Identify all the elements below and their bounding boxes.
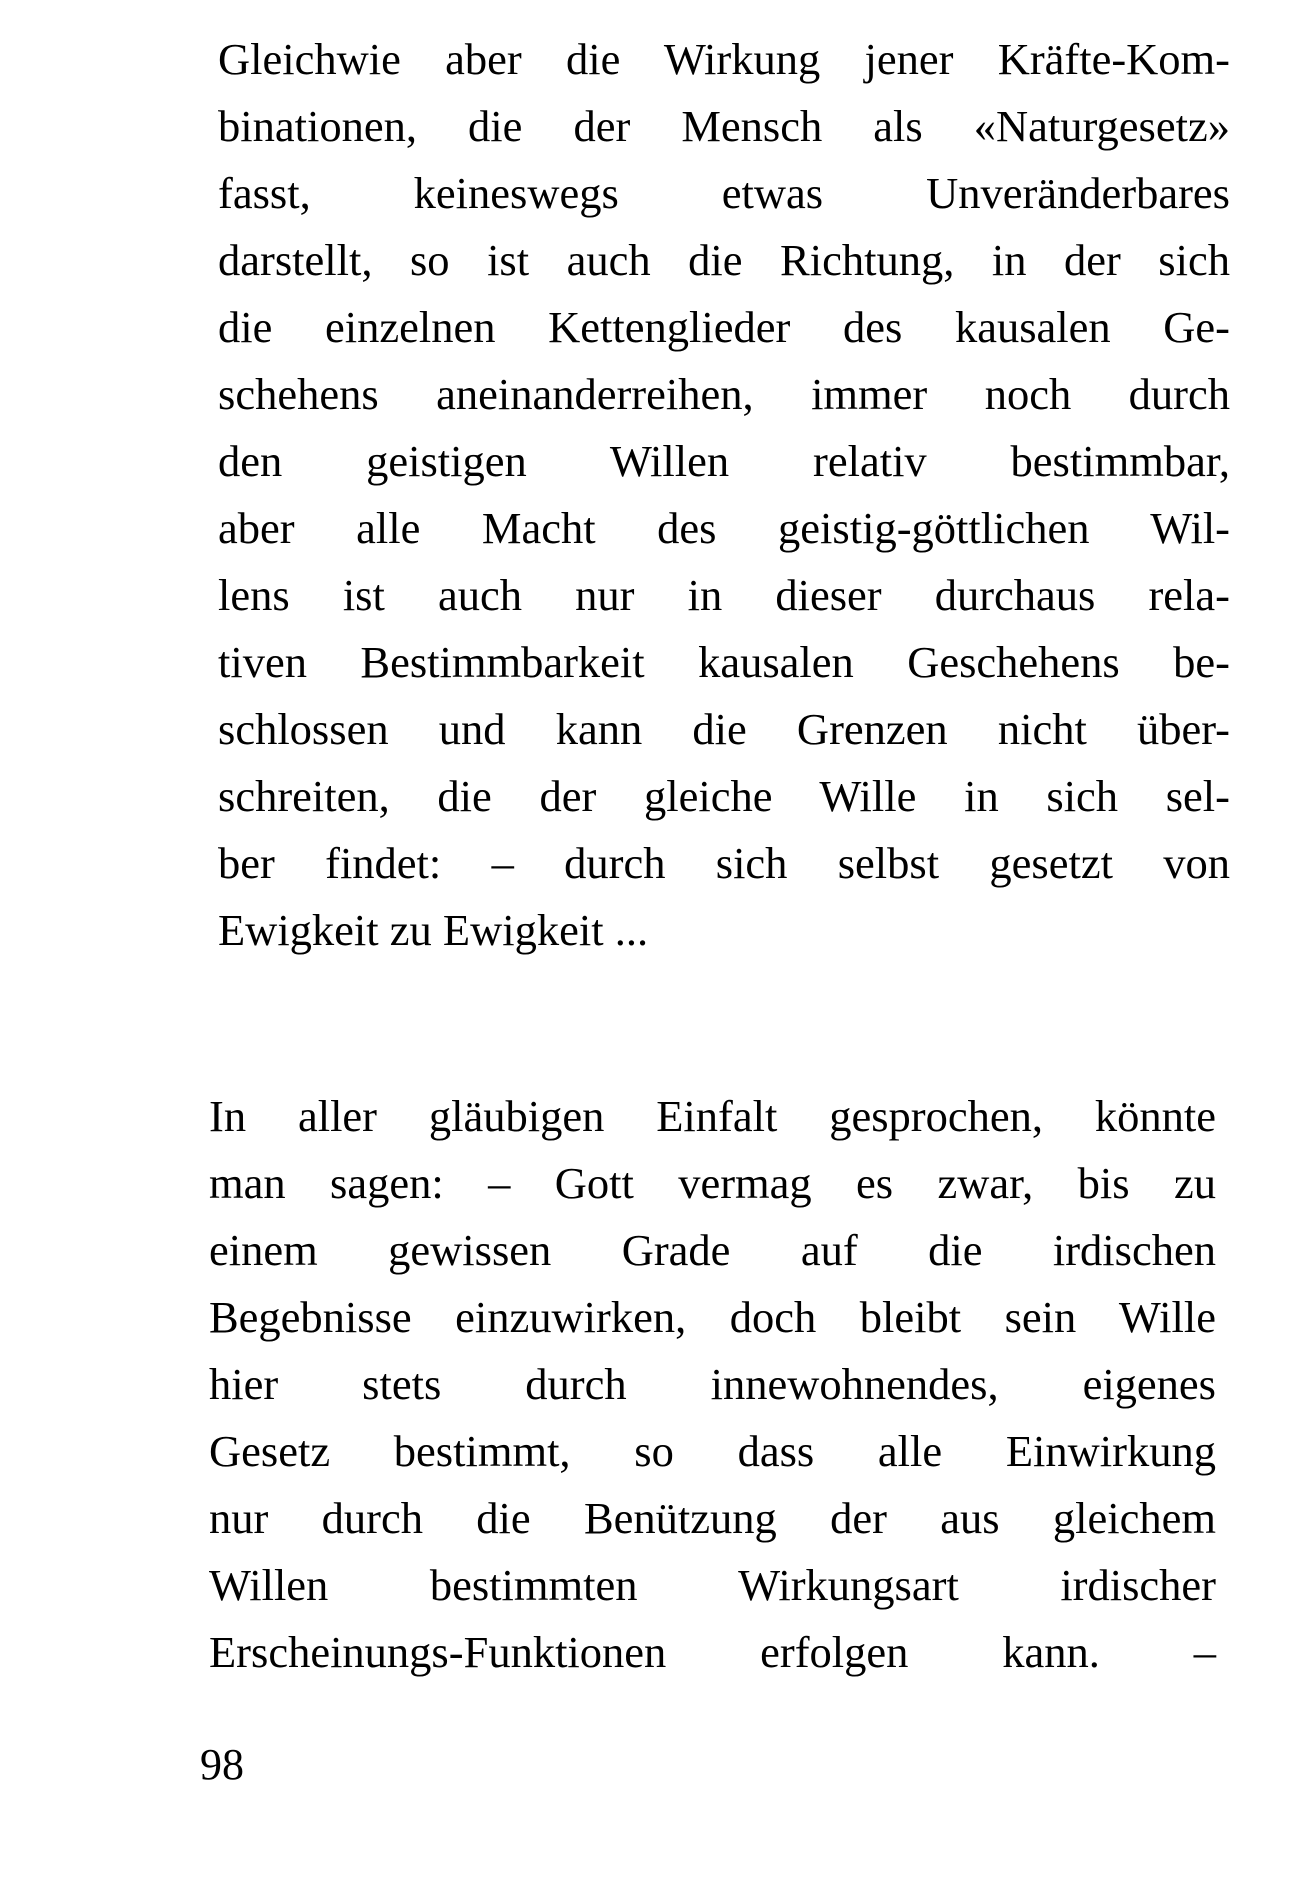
text-line: ber findet: – durch sich selbst gesetzt von	[218, 838, 1230, 888]
text-line: Willen bestimmten Wirkungsart irdischer	[209, 1560, 1216, 1610]
page-number: 98	[200, 1740, 244, 1789]
text-line: Gesetz bestimmt, so dass alle Einwirkung	[209, 1426, 1216, 1476]
text-line: einem gewissen Grade auf die irdischen	[209, 1225, 1216, 1275]
text-line: schreiten, die der gleiche Wille in sich sel-	[218, 771, 1230, 821]
text-line: lens ist auch nur in dieser durchaus rela-	[218, 570, 1230, 620]
text-line: Ewigkeit zu Ewigkeit ...	[218, 905, 649, 955]
paragraph-2	[209, 1083, 1216, 1686]
text-line: die einzelnen Kettenglieder des kausalen Ge-	[218, 302, 1230, 352]
text-line: schehens aneinanderreihen, immer noch durch	[218, 369, 1230, 419]
text-line: Erscheinungs-Funktionen erfolgen kann. –	[209, 1627, 1216, 1677]
text-line: hier stets durch innewohnendes, eigenes	[209, 1359, 1216, 1409]
text-line: schlossen und kann die Grenzen nicht über-	[218, 704, 1230, 754]
text-line: darstellt, so ist auch die Richtung, in der sich	[218, 235, 1230, 285]
text-line: In aller gläubigen Einfalt gesprochen, könnte	[209, 1091, 1216, 1141]
text-line: den geistigen Willen relativ bestimmbar,	[218, 436, 1230, 486]
text-line: nur durch die Benützung der aus gleichem	[209, 1493, 1216, 1543]
text-line: man sagen: – Gott vermag es zwar, bis zu	[209, 1158, 1216, 1208]
text-line: Begebnisse einzuwirken, doch bleibt sein Wille	[209, 1292, 1216, 1342]
text-line: tiven Bestimmbarkeit kausalen Geschehens be-	[218, 637, 1230, 687]
text-line: Gleichwie aber die Wirkung jener Kräfte-Kom-	[218, 34, 1230, 84]
paragraph-1	[218, 26, 1230, 964]
text-line: aber alle Macht des geistig-göttlichen Wil-	[218, 503, 1230, 553]
text-line: binationen, die der Mensch als «Naturgesetz»	[218, 101, 1230, 151]
text-line: fasst, keineswegs etwas Unveränderbares	[218, 168, 1230, 218]
